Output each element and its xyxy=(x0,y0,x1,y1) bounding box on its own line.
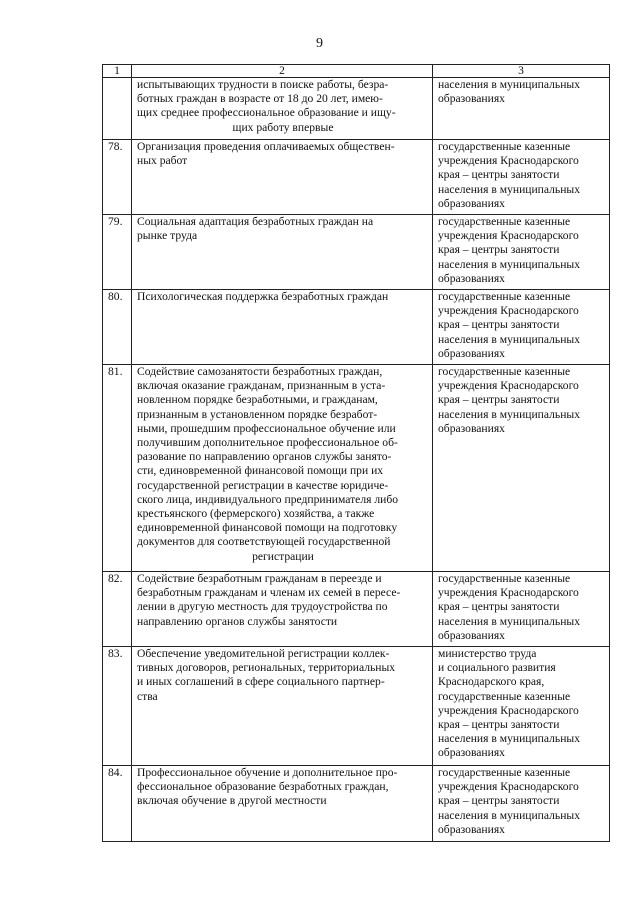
responsible-line: государственные казенные xyxy=(438,766,571,779)
description-line: Содействие безработным гражданам в переезде и xyxy=(137,572,382,585)
description-line: ского лица, индивидуального предпринимателя либо xyxy=(137,492,399,506)
responsible-line: образованиях xyxy=(438,746,505,760)
responsible-line: министерство труда xyxy=(438,647,537,660)
description-line: включая обучение в другой местности xyxy=(137,794,327,808)
measures-table xyxy=(102,64,610,842)
description-line: безработным гражданам и членам их семей в пересе- xyxy=(137,586,401,600)
responsible-line: учреждения Краснодарского xyxy=(438,229,579,243)
responsible-line: края – центры занятости xyxy=(438,718,560,732)
row-number xyxy=(103,78,132,140)
description-line: Психологическая поддержка безработных граждан xyxy=(137,290,389,303)
responsible-line: населения в муниципальных xyxy=(438,257,580,271)
row-responsible xyxy=(433,290,610,365)
description-line: ными, прошедшим профессиональное обучение или xyxy=(137,421,396,435)
description-line: щих работу впервые xyxy=(232,120,334,134)
description-line: ства xyxy=(137,689,158,703)
responsible-line: образованиях xyxy=(438,346,505,360)
responsible-line: образованиях xyxy=(438,628,505,642)
responsible-line: образованиях xyxy=(438,822,505,836)
responsible-line: государственные казенные xyxy=(438,689,571,703)
description-line: тивных договоров, региональных, территориальных xyxy=(137,661,396,675)
responsible-line: края – центры занятости xyxy=(438,393,560,407)
description-line: единовременной финансовой помощи на подготовку xyxy=(137,521,398,535)
table-row xyxy=(103,140,610,215)
row-responsible xyxy=(433,572,610,647)
description-line: направлению органов службы занятости xyxy=(137,614,338,628)
responsible-line: населения в муниципальных xyxy=(438,732,580,746)
row-description xyxy=(132,215,433,290)
description-line: документов для соответствующей государственной xyxy=(137,535,391,549)
row-number: 78. xyxy=(103,140,132,215)
responsible-line: учреждения Краснодарского xyxy=(438,780,579,794)
table-row xyxy=(103,215,610,290)
description-line: получившим дополнительное профессиональное об- xyxy=(137,436,398,450)
column-header-description: 2 xyxy=(132,65,433,78)
row-responsible xyxy=(433,78,610,140)
description-line: Содействие самозанятости безработных граждан, xyxy=(137,365,383,378)
description-line: Организация проведения оплачиваемых обществен- xyxy=(137,140,395,153)
column-header-number: 1 xyxy=(103,65,132,78)
row-number: 82. xyxy=(103,572,132,647)
responsible-line: государственные казенные xyxy=(438,290,571,303)
responsible-line: образованиях xyxy=(438,92,505,106)
responsible-line: образованиях xyxy=(438,271,505,285)
description-line: включая оказание гражданам, признанным в уста- xyxy=(137,379,386,393)
description-line: государственной регистрации в качестве юридиче- xyxy=(137,478,389,492)
responsible-line: учреждения Краснодарского xyxy=(438,304,579,318)
responsible-line: края – центры занятости xyxy=(438,794,560,808)
responsible-line: края – центры занятости xyxy=(438,318,560,332)
responsible-line: государственные казенные xyxy=(438,140,571,153)
description-line: рынке труда xyxy=(137,229,198,243)
row-number: 83. xyxy=(103,647,132,766)
description-line: ботных граждан в возрасте от 18 до 20 лет, имею- xyxy=(137,92,383,106)
responsible-line: учреждения Краснодарского xyxy=(438,586,579,600)
description-line: ных работ xyxy=(137,154,188,168)
responsible-line: населения в муниципальных xyxy=(438,332,580,346)
responsible-line: Краснодарского края, xyxy=(438,675,545,689)
table-header-row xyxy=(103,65,610,78)
description-line: крестьянского (фермерского) хозяйства, а также xyxy=(137,507,375,521)
description-line: и иных соглашений в сфере социального партнер- xyxy=(137,675,385,689)
responsible-line: населения в муниципальных xyxy=(438,78,580,91)
table-row xyxy=(103,647,610,766)
table-row xyxy=(103,766,610,842)
row-responsible xyxy=(433,365,610,572)
row-description xyxy=(132,290,433,365)
row-responsible xyxy=(433,215,610,290)
responsible-line: образованиях xyxy=(438,421,505,435)
row-description xyxy=(132,140,433,215)
row-number: 80. xyxy=(103,290,132,365)
description-line: Социальная адаптация безработных граждан на xyxy=(137,215,374,228)
responsible-line: государственные казенные xyxy=(438,215,571,228)
description-line: Обеспечение уведомительной регистрации коллек- xyxy=(137,647,390,660)
responsible-line: и социального развития xyxy=(438,661,556,675)
table-row xyxy=(103,365,610,572)
description-line: разование по направлению органов службы занято- xyxy=(137,450,392,464)
row-description xyxy=(132,78,433,140)
responsible-line: государственные казенные xyxy=(438,572,571,585)
description-line: лении в другую местность для трудоустройства по xyxy=(137,600,388,614)
responsible-line: учреждения Краснодарского xyxy=(438,154,579,168)
responsible-line: образованиях xyxy=(438,196,505,210)
responsible-line: края – центры занятости xyxy=(438,243,560,257)
row-number: 79. xyxy=(103,215,132,290)
responsible-line: населения в муниципальных xyxy=(438,407,580,421)
table-row xyxy=(103,290,610,365)
description-line: фессиональное образование безработных граждан, xyxy=(137,780,389,794)
responsible-line: населения в муниципальных xyxy=(438,808,580,822)
description-line: Профессиональное обучение и дополнительное про- xyxy=(137,766,398,779)
row-description xyxy=(132,365,433,572)
description-line: испытывающих трудности в поиске работы, безра- xyxy=(137,78,389,91)
row-number: 81. xyxy=(103,365,132,572)
description-line: сти, единовременной финансовой помощи при их xyxy=(137,464,384,478)
description-line: признанным в установленном порядке безработ- xyxy=(137,407,378,421)
column-header-responsible: 3 xyxy=(433,65,610,78)
row-number: 84. xyxy=(103,766,132,842)
row-description xyxy=(132,647,433,766)
responsible-line: населения в муниципальных xyxy=(438,182,580,196)
responsible-line: учреждения Краснодарского xyxy=(438,703,579,717)
row-responsible xyxy=(433,766,610,842)
description-line: регистрации xyxy=(252,549,314,563)
description-line: новленном порядке безработными, и гражданам, xyxy=(137,393,378,407)
table-row xyxy=(103,572,610,647)
table-row-continuation xyxy=(103,78,610,140)
page-number: 9 xyxy=(316,36,323,51)
row-description xyxy=(132,766,433,842)
responsible-line: государственные казенные xyxy=(438,365,571,378)
responsible-line: населения в муниципальных xyxy=(438,614,580,628)
row-responsible xyxy=(433,140,610,215)
responsible-line: учреждения Краснодарского xyxy=(438,379,579,393)
responsible-line: края – центры занятости xyxy=(438,168,560,182)
responsible-line: края – центры занятости xyxy=(438,600,560,614)
description-line: щих среднее профессиональное образование и ищу- xyxy=(137,106,396,120)
row-description xyxy=(132,572,433,647)
row-responsible xyxy=(433,647,610,766)
